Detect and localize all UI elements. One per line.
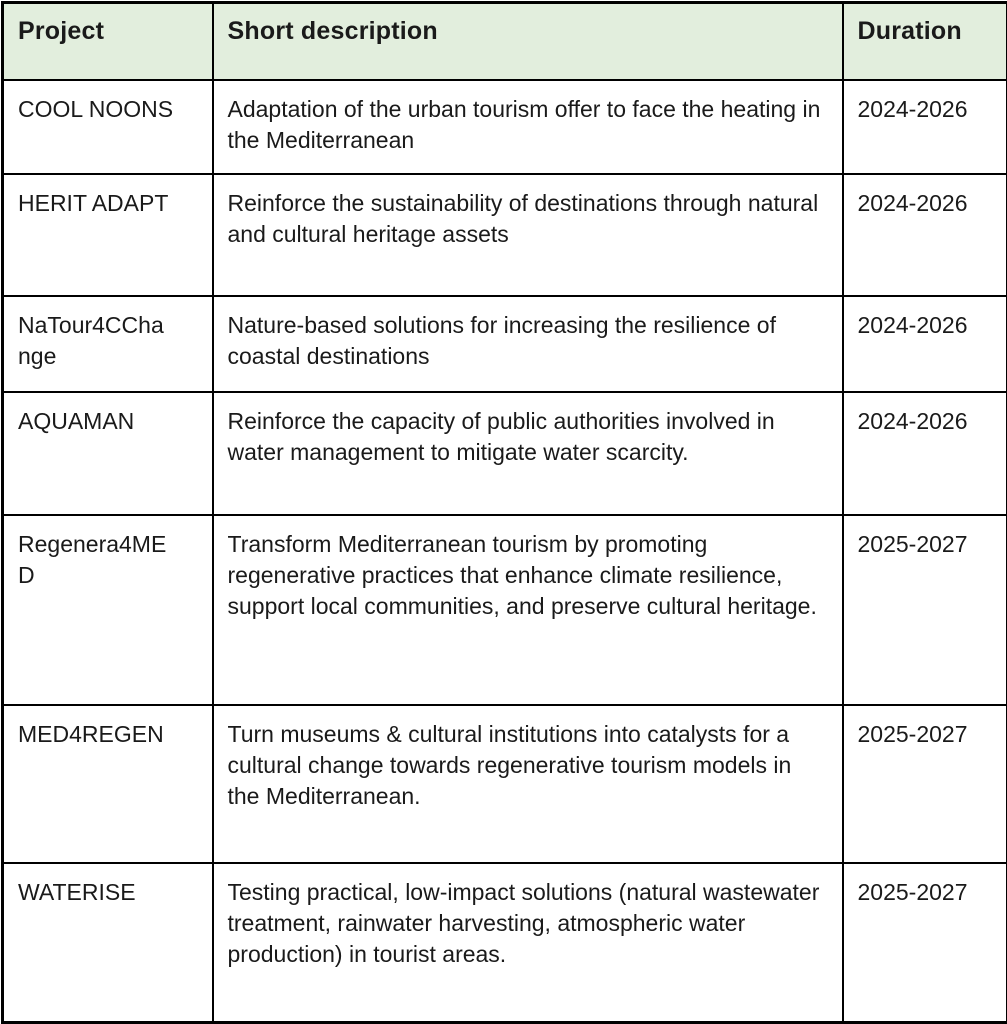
project-name: AQUAMAN	[3, 392, 213, 515]
project-duration: 2024-2026	[843, 174, 1007, 296]
project-name: WATERISE	[3, 863, 213, 1023]
table-row	[3, 515, 1007, 705]
project-description: Reinforce the capacity of public authorities involved in water management to mitigate water scarcity.	[213, 392, 843, 515]
project-name: Regenera4MED	[3, 515, 213, 705]
column-header-duration: Duration	[843, 3, 1007, 80]
project-duration: 2025-2027	[843, 515, 1007, 705]
project-description: Adaptation of the urban tourism offer to face the heating in the Mediterranean	[213, 80, 843, 174]
column-header-project: Project	[3, 3, 213, 80]
table-row	[3, 80, 1007, 174]
project-name: MED4REGEN	[3, 705, 213, 863]
project-duration: 2024-2026	[843, 392, 1007, 515]
table-row	[3, 296, 1007, 392]
project-name: NaTour4CChange	[3, 296, 213, 392]
project-description: Reinforce the sustainability of destinations through natural and cultural heritage assets	[213, 174, 843, 296]
project-description: Testing practical, low-impact solutions (natural wastewater treatment, rainwater harvesting, atmospheric water production) in tourist areas.	[213, 863, 843, 1023]
header-row	[3, 3, 1007, 80]
table-row	[3, 174, 1007, 296]
table-row	[3, 863, 1007, 1023]
projects-table	[1, 1, 1007, 1024]
project-name: COOL NOONS	[3, 80, 213, 174]
project-duration: 2025-2027	[843, 705, 1007, 863]
table-row	[3, 705, 1007, 863]
column-header-description: Short description	[213, 3, 843, 80]
project-description: Nature-based solutions for increasing the resilience of coastal destinations	[213, 296, 843, 392]
project-duration: 2025-2027	[843, 863, 1007, 1023]
project-duration: 2024-2026	[843, 296, 1007, 392]
project-description: Transform Mediterranean tourism by promoting regenerative practices that enhance climate resilience, support local communities, and preserve cultural heritage.	[213, 515, 843, 705]
project-duration: 2024-2026	[843, 80, 1007, 174]
project-description: Turn museums & cultural institutions into catalysts for a cultural change towards regenerative tourism models in the Mediterranean.	[213, 705, 843, 863]
project-name: HERIT ADAPT	[3, 174, 213, 296]
table-row	[3, 392, 1007, 515]
